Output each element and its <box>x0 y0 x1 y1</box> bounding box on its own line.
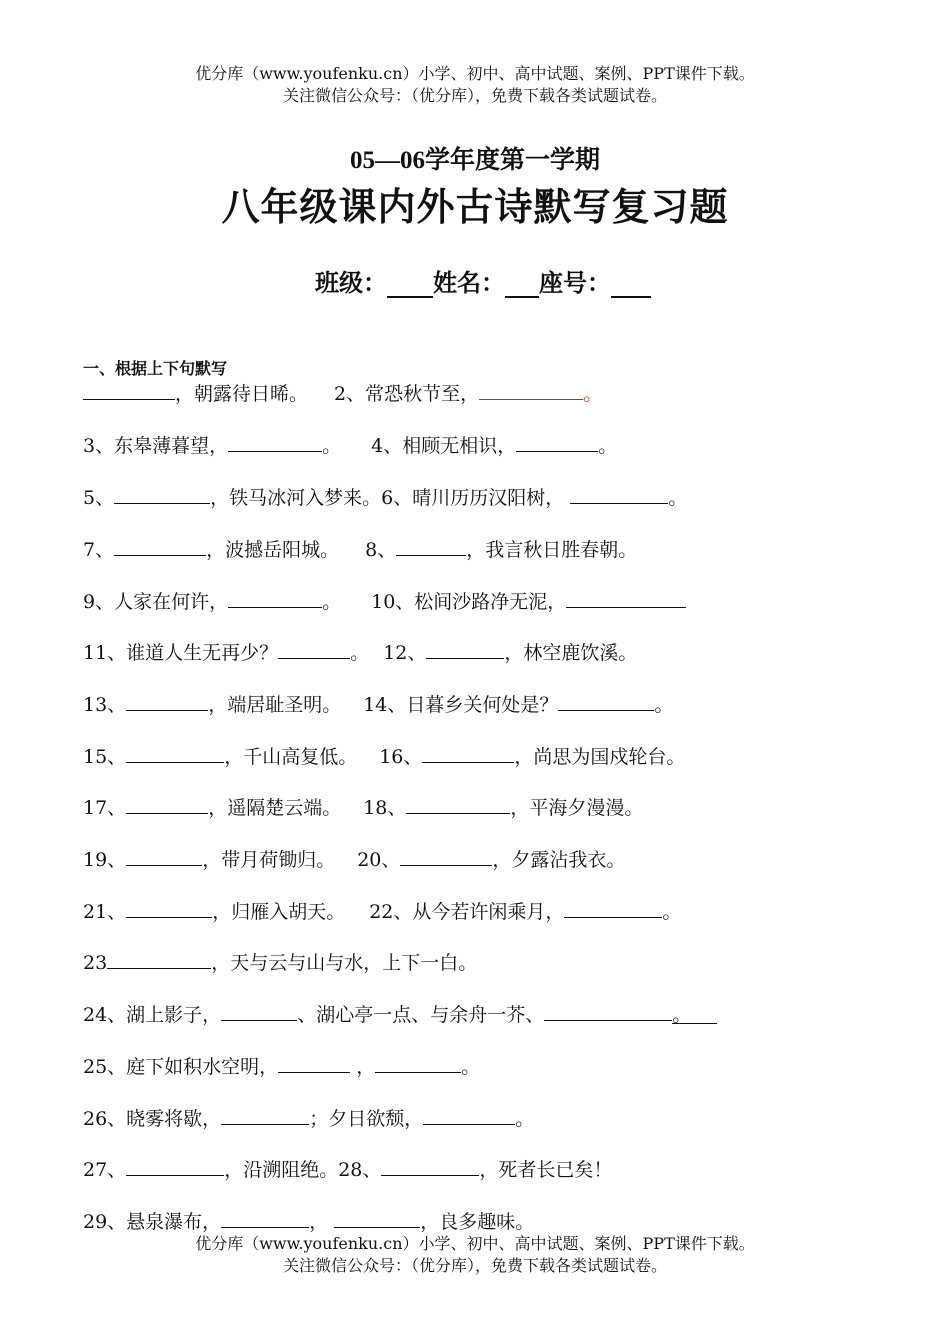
footer-line-1: 优分库（www.youfenku.cn）小学、初中、高中试题、案例、PPT课件下载。 <box>195 1234 755 1253</box>
name-label: 姓名： <box>433 269 505 297</box>
answer-blank-q17[interactable] <box>126 793 208 814</box>
answer-blank-q3[interactable] <box>228 431 322 452</box>
answer-blank-q16[interactable] <box>422 742 514 763</box>
question-row-15 <box>83 1104 534 1131</box>
q28-prefix: 28、 <box>338 1159 382 1181</box>
student-info-line <box>315 263 651 298</box>
q9-end: 。 <box>322 591 342 613</box>
q8-text: ，我言秋日胜春朝。 <box>466 539 638 561</box>
q17-prefix: 17、 <box>83 797 127 819</box>
q23-prefix: 23 <box>83 952 108 974</box>
answer-blank-q22[interactable] <box>564 897 662 918</box>
q29-prefix: 29、悬泉瀑布， <box>83 1211 222 1233</box>
answer-blank-q29a[interactable] <box>221 1207 309 1228</box>
q29-mid: ， <box>309 1211 329 1233</box>
q20-prefix: 20、 <box>357 849 401 871</box>
q16-prefix: 16、 <box>379 746 423 768</box>
q4-end: 。 <box>598 435 618 457</box>
page-footer <box>0 1233 950 1277</box>
class-label: 班级： <box>315 269 387 297</box>
question-row-10 <box>83 845 625 872</box>
answer-blank-q26a[interactable] <box>221 1104 309 1125</box>
answer-blank-q4[interactable] <box>516 431 598 452</box>
q16-text: ，尚思为国戍轮台。 <box>514 746 686 768</box>
question-row-3 <box>83 483 687 510</box>
q15-prefix: 15、 <box>83 746 127 768</box>
answer-blank-q13[interactable] <box>126 690 208 711</box>
q2-end: 。 <box>583 383 603 405</box>
q15-text: ，千山高复低。 <box>224 746 358 768</box>
question-row-7 <box>83 690 673 717</box>
q29-end: ，良多趣味。 <box>420 1211 535 1233</box>
answer-blank-q1[interactable] <box>83 379 175 400</box>
question-row-8 <box>83 742 685 769</box>
q24-mid: 、湖心亭一点、与余舟一芥、 <box>297 1004 545 1026</box>
q25-end: 。 <box>461 1056 481 1078</box>
answer-blank-q7[interactable] <box>114 535 206 556</box>
question-row-13 <box>83 1000 717 1027</box>
answer-blank-q8[interactable] <box>396 535 466 556</box>
question-row-6 <box>83 638 637 665</box>
q8-prefix: 8、 <box>365 539 397 561</box>
answer-blank-q20[interactable] <box>400 845 492 866</box>
question-row-14 <box>83 1052 480 1079</box>
q22-prefix: 22、从今若许闲乘月， <box>369 901 565 923</box>
class-blank[interactable] <box>387 270 433 298</box>
q22-end: 。 <box>662 901 682 923</box>
answer-blank-q25b[interactable] <box>375 1052 461 1073</box>
q20-text: ，夕露沾我衣。 <box>492 849 626 871</box>
question-row-12 <box>83 948 477 975</box>
q1-text: ，朝露待日晞。 <box>175 383 309 405</box>
q26-prefix: 26、晓雾将歇， <box>83 1108 222 1130</box>
question-row-4 <box>83 535 637 562</box>
answer-blank-q18[interactable] <box>406 793 510 814</box>
answer-blank-q25a[interactable] <box>278 1052 350 1073</box>
q25-mid: ， <box>356 1056 376 1078</box>
q12-text: ，林空鹿饮溪。 <box>504 642 638 664</box>
q27-text: ，沿溯阻绝。 <box>224 1159 339 1181</box>
answer-blank-q15[interactable] <box>126 742 224 763</box>
q9-prefix: 9、人家在何许， <box>83 591 229 613</box>
answer-blank-q24a[interactable] <box>221 1000 297 1021</box>
q21-text: ，归雁入胡天。 <box>212 901 346 923</box>
q6-end: 。 <box>668 487 688 509</box>
q6-prefix: 6、晴川历历汉阳树， <box>381 487 565 509</box>
q12-prefix: 12、 <box>383 642 427 664</box>
answer-blank-q5[interactable] <box>114 483 210 504</box>
q11-end: 。 <box>350 642 370 664</box>
q11-prefix: 11、谁道人生无再少？ <box>83 642 279 664</box>
q3-end: 。 <box>322 435 342 457</box>
term-title: 05—06学年度第一学期 <box>349 147 600 174</box>
answer-blank-q21[interactable] <box>126 897 212 918</box>
q17-text: ，遥隔楚云端。 <box>208 797 342 819</box>
question-row-17 <box>83 1207 534 1234</box>
q25-prefix: 25、庭下如积水空明， <box>83 1056 279 1078</box>
answer-blank-q27[interactable] <box>126 1155 224 1176</box>
answer-blank-q29b[interactable] <box>334 1207 420 1228</box>
answer-blank-q26b[interactable] <box>423 1104 515 1125</box>
header-line-2: 关注微信公众号：（优分库），免费下载各类试题试卷。 <box>282 86 667 105</box>
seat-blank[interactable] <box>611 270 651 298</box>
page-title: 八年级课内外古诗默写复习题 <box>221 185 729 229</box>
name-blank[interactable] <box>505 270 539 298</box>
answer-blank-q10[interactable] <box>566 587 686 608</box>
q14-end: 。 <box>654 694 674 716</box>
q24-end: 。 <box>672 1003 717 1024</box>
q27-prefix: 27、 <box>83 1159 127 1181</box>
q18-text: ，平海夕漫漫。 <box>510 797 644 819</box>
q19-text: ，带月荷锄归。 <box>202 849 336 871</box>
answer-blank-q11[interactable] <box>278 638 350 659</box>
q13-prefix: 13、 <box>83 694 127 716</box>
answer-blank-q2[interactable] <box>479 379 583 400</box>
answer-blank-q24b[interactable] <box>544 1000 672 1021</box>
q7-text: ，波撼岳阳城。 <box>206 539 340 561</box>
answer-blank-q14[interactable] <box>558 690 654 711</box>
question-row-1 <box>83 379 602 406</box>
q14-prefix: 14、日暮乡关何处是？ <box>363 694 559 716</box>
q5-text: ，铁马冰河入梦来。 <box>210 487 382 509</box>
q2-prefix: 2、常恐秋节至， <box>334 383 480 405</box>
q5-prefix: 5、 <box>83 487 115 509</box>
q13-text: ，端居耻圣明。 <box>208 694 342 716</box>
q18-prefix: 18、 <box>363 797 407 819</box>
q24-prefix: 24、湖上影子， <box>83 1004 222 1026</box>
q26-mid: ；夕日欲颓， <box>309 1108 424 1130</box>
question-row-2 <box>83 431 617 458</box>
section-heading: 一、根据上下句默写 <box>83 359 228 378</box>
answer-blank-q6[interactable] <box>570 483 668 504</box>
answer-blank-q23[interactable] <box>107 948 211 969</box>
footer-line-2: 关注微信公众号：（优分库），免费下载各类试题试卷。 <box>282 1256 667 1275</box>
seat-label: 座号： <box>539 269 611 297</box>
question-row-5 <box>83 587 686 614</box>
question-row-11 <box>83 897 681 924</box>
answer-blank-q19[interactable] <box>126 845 202 866</box>
q3-prefix: 3、东皋薄暮望， <box>83 435 229 457</box>
answer-blank-q12[interactable] <box>426 638 504 659</box>
question-row-9 <box>83 793 643 820</box>
q7-prefix: 7、 <box>83 539 115 561</box>
q21-prefix: 21、 <box>83 901 127 923</box>
header-line-1: 优分库（www.youfenku.cn）小学、初中、高中试题、案例、PPT课件下载。 <box>195 64 755 83</box>
answer-blank-q28[interactable] <box>381 1155 479 1176</box>
question-row-16 <box>83 1155 612 1182</box>
q23-text: ，天与云与山与水，上下一白。 <box>211 952 478 974</box>
page-header <box>0 63 950 107</box>
q28-text: ，死者长已矣！ <box>479 1159 613 1181</box>
q4-prefix: 4、相顾无相识， <box>371 435 517 457</box>
answer-blank-q9[interactable] <box>228 587 322 608</box>
q10-prefix: 10、松间沙路净无泥， <box>371 591 567 613</box>
q19-prefix: 19、 <box>83 849 127 871</box>
q26-end: 。 <box>515 1108 535 1130</box>
